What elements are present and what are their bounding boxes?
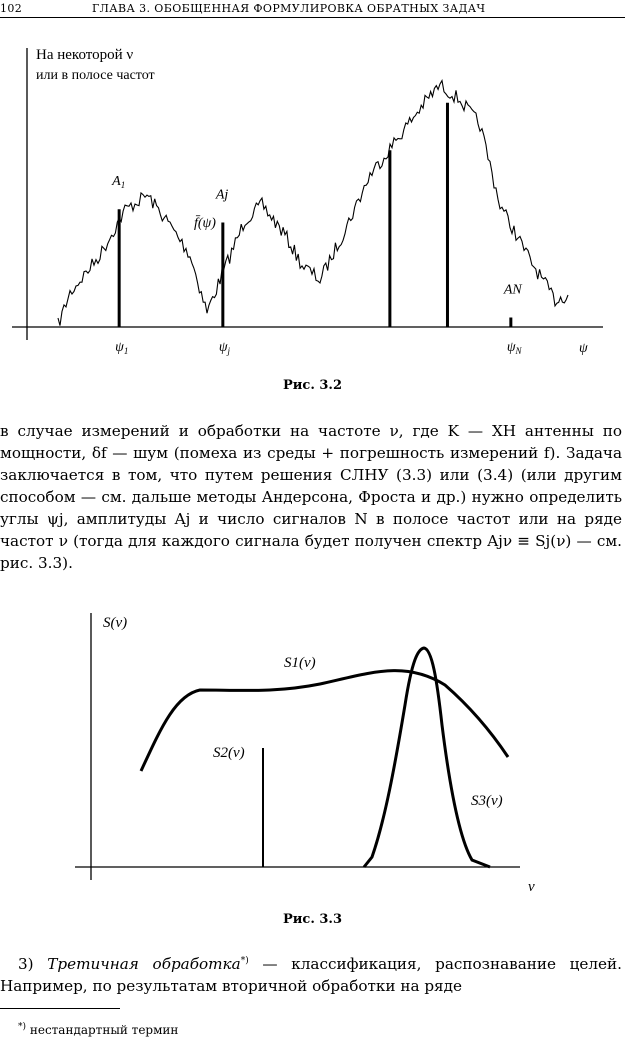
fig2-legend-line2: или в полосе частот <box>36 68 155 83</box>
body-text-2: — классификация, распознавание целей. Например, по результатам вторичной обработки на ряде <box>0 955 623 996</box>
figure-3-3-caption: Рис. 3.3 <box>282 912 342 927</box>
item-number: 3) <box>18 955 34 974</box>
figure-3-2 <box>0 30 625 380</box>
bar-label-1: $A_1$ <box>112 174 126 191</box>
s3-curve <box>364 648 490 867</box>
tick-label-5: $\psi_N$ <box>506 340 522 356</box>
body-paragraph-1 <box>0 420 622 574</box>
s1-label: S1(ν) <box>284 655 316 671</box>
fig2-x-axis-label: ψ <box>579 341 588 356</box>
bar-label-5: AN <box>503 282 522 298</box>
footnote-rule <box>0 1008 120 1009</box>
page-header <box>0 0 625 18</box>
fig2-bars <box>111 103 522 356</box>
figure-3-3 <box>0 605 625 895</box>
body-paragraph-2 <box>0 950 622 997</box>
s1-curve <box>141 671 508 771</box>
header-rule <box>0 17 625 18</box>
s2-label: S2(ν) <box>213 745 245 761</box>
s3-label: S3(ν) <box>471 793 503 809</box>
tick-label-1: $\psi_1$ <box>115 340 129 356</box>
fig3-x-axis-label: ν <box>528 879 535 895</box>
term-tertiary-processing: Третичная обработка <box>47 955 241 974</box>
page-number: 102 <box>0 2 23 15</box>
fig3-y-axis-label: S(ν) <box>103 615 128 631</box>
noisy-curve <box>58 81 568 326</box>
tick-label-2: $\psi_j$ <box>218 340 231 356</box>
body-text-1: в случае измерений и обработки на частоте ν, где K — ХН антенны по мощности, δf — шум (помеха из среды + погрешность измерений f). Задача заключается в том, что путем решения СЛНУ (3.3) или (3.4) (или другим способом — см. дальше методы Андерсона, Фроста и др.) нужно определить углы ψj, амплитуды Aj и число сигналов N в полосе частот или на ряде частот ν (тогда для каждого сигнала будет получен спектр Ajν ≡ Sj(ν) — см. рис. 3.3). <box>0 422 622 572</box>
figure-3-2-caption: Рис. 3.2 <box>282 378 342 393</box>
footnote-text: нестандартный термин <box>29 1023 179 1037</box>
footnote-mark: *) <box>18 1022 27 1032</box>
curve-label: f̄(ψ) <box>194 216 216 231</box>
bar-label-2: Aj <box>215 187 229 203</box>
fig2-legend-line1: На некоторой ν <box>36 47 134 63</box>
footnote <box>18 1022 178 1037</box>
term-footnote-mark: *) <box>240 956 249 966</box>
running-title: ГЛАВА 3. ОБОБЩЕННАЯ ФОРМУЛИРОВКА ОБРАТНЫХ ЗАДАЧ <box>92 2 486 15</box>
